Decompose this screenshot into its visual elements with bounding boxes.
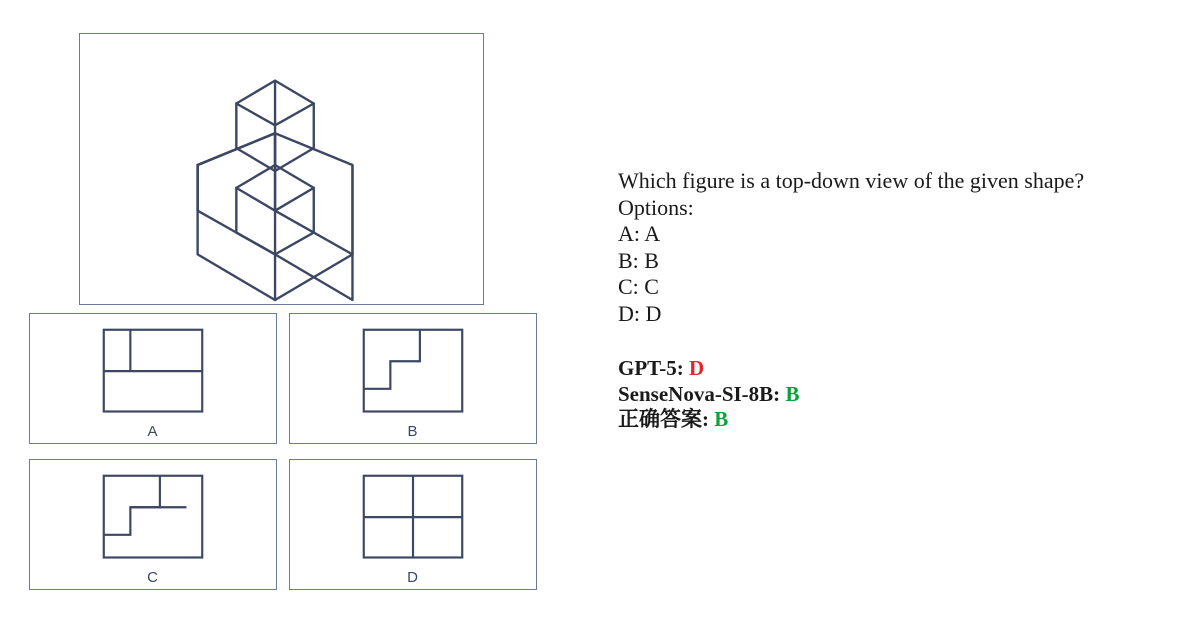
option-c-label: C — [147, 569, 159, 586]
answer-label-sensenova: SenseNova-SI-8B: — [618, 381, 781, 406]
option-a-label: A — [147, 423, 159, 440]
isometric-3d-shape-drawing — [80, 34, 483, 304]
main-shape-panel — [79, 33, 484, 305]
option-panel-a[interactable] — [29, 313, 277, 444]
option-d-label: D — [407, 569, 419, 586]
option-b-label: B — [407, 423, 419, 440]
option-line-a: A: A — [618, 221, 661, 246]
option-panel-b[interactable] — [289, 313, 537, 444]
answer-value-gpt5: D — [688, 356, 705, 380]
answer-label-gpt5: GPT-5: — [618, 356, 684, 380]
answer-value-sensenova: B — [785, 381, 800, 406]
option-panel-d[interactable] — [289, 459, 537, 590]
options-header: Options: — [618, 194, 694, 220]
answer-value-groundtruth: B — [714, 407, 729, 431]
answer-row-sensenova — [618, 382, 1178, 408]
answer-row-gpt5 — [618, 356, 1178, 382]
option-panel-c[interactable] — [29, 459, 277, 590]
option-line-d: D: D — [618, 300, 662, 326]
answer-label-groundtruth: 正确答案: — [618, 407, 709, 431]
option-line-c: C: C — [618, 274, 659, 299]
answer-row-groundtruth — [618, 407, 1178, 433]
question-text-area — [618, 168, 1178, 433]
answers-block — [618, 356, 1178, 433]
question-prompt: Which figure is a top-down view of the given shape? — [618, 168, 1085, 193]
option-line-b: B: B — [618, 247, 659, 273]
